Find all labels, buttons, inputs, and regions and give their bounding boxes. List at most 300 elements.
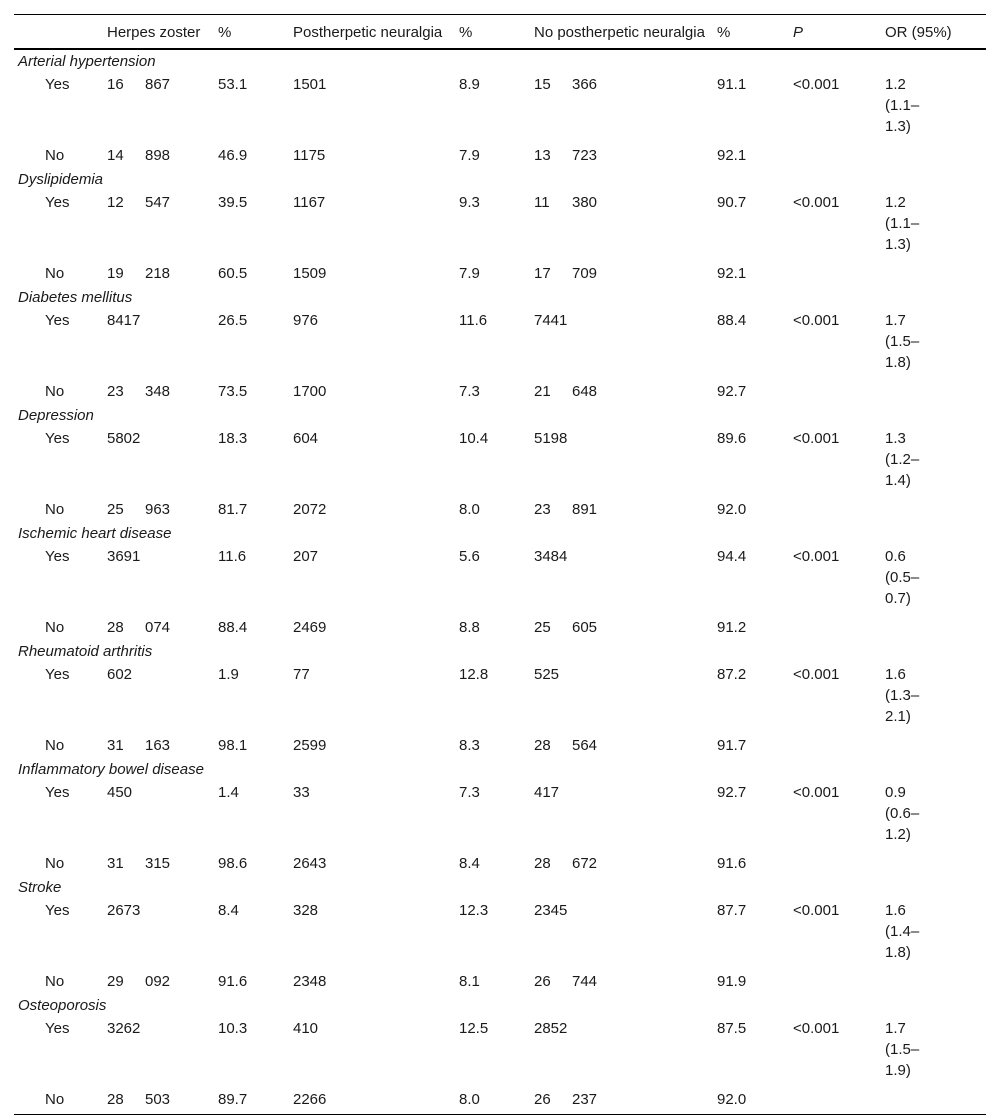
table-row	[14, 545, 986, 617]
level-cell	[14, 971, 103, 994]
number-part: 380	[572, 194, 598, 211]
phn-pct	[455, 735, 530, 758]
phn-count	[289, 191, 455, 263]
split-number	[534, 1089, 597, 1110]
column-header	[14, 15, 103, 50]
table-row	[14, 617, 986, 640]
count-cell	[530, 309, 713, 381]
table-row	[14, 381, 986, 404]
phn-count-value: 1175	[293, 147, 326, 164]
phn-count	[289, 545, 455, 617]
number-part: 2673	[107, 902, 141, 919]
herpes-zoster-pct-value: 1.9	[218, 666, 239, 683]
group-label: Diabetes mellitus	[18, 289, 133, 306]
odds-ratio-line: 1.3	[885, 430, 906, 447]
phn-count	[289, 499, 455, 522]
number-part: 29	[107, 973, 124, 990]
odds-ratio-cell	[881, 853, 986, 876]
table-row	[14, 735, 986, 758]
group-label: Stroke	[18, 879, 62, 896]
phn-count	[289, 309, 455, 381]
odds-ratio-line: 1.6	[885, 902, 906, 919]
no-phn-pct	[713, 899, 789, 971]
phn-pct-value: 9.3	[459, 194, 480, 211]
phn-count	[289, 427, 455, 499]
level-label: No	[45, 855, 65, 872]
level-cell	[14, 617, 103, 640]
count-cell	[103, 545, 214, 617]
count-cell	[530, 545, 713, 617]
group-row	[14, 522, 986, 545]
phn-count-value: 207	[293, 548, 319, 565]
phn-pct	[455, 381, 530, 404]
herpes-zoster-pct	[214, 309, 289, 381]
column-header-label: P	[793, 24, 804, 41]
number-part: 744	[572, 973, 598, 990]
no-phn-pct	[713, 191, 789, 263]
number-part: 16	[107, 76, 124, 93]
herpes-zoster-pct	[214, 735, 289, 758]
herpes-zoster-pct	[214, 1089, 289, 1115]
herpes-zoster-pct	[214, 545, 289, 617]
phn-pct-value: 12.5	[459, 1020, 489, 1037]
number-part: 13	[534, 147, 551, 164]
table-row	[14, 499, 986, 522]
no-phn-pct-value: 92.0	[717, 1091, 747, 1108]
group-label: Inflammatory bowel disease	[18, 761, 204, 778]
table-container	[14, 14, 986, 1115]
count-cell	[103, 1017, 214, 1089]
count-cell	[530, 735, 713, 758]
odds-ratio-line: 1.2	[885, 76, 906, 93]
level-label: Yes	[45, 902, 70, 919]
table-row	[14, 309, 986, 381]
split-number	[534, 499, 597, 520]
count-cell	[530, 853, 713, 876]
number-part: 19	[107, 265, 124, 282]
phn-count-value: 976	[293, 312, 319, 329]
p-value	[789, 1089, 881, 1115]
number-part: 17	[534, 265, 551, 282]
level-cell	[14, 781, 103, 853]
phn-pct-value: 7.9	[459, 147, 480, 164]
odds-ratio-line: 1.8)	[885, 354, 911, 371]
table-row	[14, 73, 986, 145]
group-label-cell	[14, 522, 986, 545]
group-row	[14, 286, 986, 309]
count-cell	[103, 309, 214, 381]
odds-ratio-line: (1.4–	[885, 923, 920, 940]
count-cell	[530, 191, 713, 263]
p-value	[789, 381, 881, 404]
count-cell	[530, 73, 713, 145]
no-phn-pct-value: 92.1	[717, 147, 747, 164]
p-value-value: <0.001	[793, 430, 840, 447]
number-part: 26	[534, 1091, 551, 1108]
odds-ratio-cell	[881, 191, 986, 263]
phn-pct	[455, 617, 530, 640]
p-value	[789, 545, 881, 617]
level-label: Yes	[45, 666, 70, 683]
number-part: 605	[572, 619, 598, 636]
column-header-label: %	[218, 24, 232, 41]
no-phn-pct-value: 92.0	[717, 501, 747, 518]
phn-count	[289, 73, 455, 145]
count-cell	[530, 1017, 713, 1089]
column-header	[214, 15, 289, 50]
odds-ratio-line: 0.7)	[885, 590, 911, 607]
count-cell	[530, 381, 713, 404]
no-phn-pct	[713, 545, 789, 617]
p-value	[789, 735, 881, 758]
number-part: 525	[534, 666, 560, 683]
count-cell	[103, 381, 214, 404]
table-row	[14, 899, 986, 971]
level-cell	[14, 545, 103, 617]
group-row	[14, 876, 986, 899]
phn-pct	[455, 191, 530, 263]
level-label: No	[45, 501, 65, 518]
number-part: 3262	[107, 1020, 141, 1037]
count-cell	[103, 427, 214, 499]
phn-count-value: 410	[293, 1020, 319, 1037]
number-part: 28	[534, 737, 551, 754]
level-cell	[14, 899, 103, 971]
split-number	[107, 192, 170, 213]
header-row	[14, 15, 986, 50]
odds-ratio-line: 0.6	[885, 548, 906, 565]
p-value	[789, 427, 881, 499]
count-cell	[530, 617, 713, 640]
phn-count-value: 604	[293, 430, 319, 447]
count-cell	[103, 663, 214, 735]
p-value	[789, 1017, 881, 1089]
herpes-zoster-pct	[214, 145, 289, 168]
p-value	[789, 309, 881, 381]
p-value-value: <0.001	[793, 902, 840, 919]
odds-ratio-line: 1.2)	[885, 826, 911, 843]
herpes-zoster-pct	[214, 73, 289, 145]
phn-pct	[455, 781, 530, 853]
count-cell	[530, 971, 713, 994]
herpes-zoster-pct	[214, 191, 289, 263]
level-label: Yes	[45, 312, 70, 329]
column-header	[881, 15, 986, 50]
phn-count-value: 1700	[293, 383, 327, 400]
no-phn-pct-value: 87.7	[717, 902, 747, 919]
comorbidity-table	[14, 14, 986, 1115]
odds-ratio-line: 1.4)	[885, 472, 911, 489]
no-phn-pct-value: 92.1	[717, 265, 747, 282]
p-value-value: <0.001	[793, 76, 840, 93]
phn-count	[289, 617, 455, 640]
herpes-zoster-pct-value: 46.9	[218, 147, 248, 164]
level-cell	[14, 663, 103, 735]
phn-pct	[455, 427, 530, 499]
level-label: Yes	[45, 430, 70, 447]
herpes-zoster-pct	[214, 427, 289, 499]
no-phn-pct	[713, 263, 789, 286]
herpes-zoster-pct-value: 73.5	[218, 383, 248, 400]
number-part: 8417	[107, 312, 141, 329]
phn-pct-value: 12.3	[459, 902, 489, 919]
p-value	[789, 499, 881, 522]
level-cell	[14, 853, 103, 876]
no-phn-pct-value: 88.4	[717, 312, 747, 329]
group-label: Osteoporosis	[18, 997, 107, 1014]
phn-pct	[455, 663, 530, 735]
phn-count-value: 33	[293, 784, 310, 801]
phn-pct-value: 8.0	[459, 501, 480, 518]
no-phn-pct	[713, 1017, 789, 1089]
group-label: Dyslipidemia	[18, 171, 104, 188]
level-cell	[14, 735, 103, 758]
number-part: 11	[534, 194, 550, 211]
no-phn-pct	[713, 781, 789, 853]
count-cell	[530, 899, 713, 971]
level-label: Yes	[45, 76, 70, 93]
group-label-cell	[14, 168, 986, 191]
phn-count	[289, 263, 455, 286]
number-part: 28	[534, 855, 551, 872]
phn-pct	[455, 73, 530, 145]
odds-ratio-cell	[881, 381, 986, 404]
split-number	[534, 971, 597, 992]
number-part: 092	[145, 973, 171, 990]
column-header-label: OR (95%)	[885, 24, 952, 41]
number-part: 450	[107, 784, 133, 801]
table-header	[14, 15, 986, 50]
odds-ratio-line: 0.9	[885, 784, 906, 801]
number-part: 3691	[107, 548, 141, 565]
level-cell	[14, 263, 103, 286]
group-label-cell	[14, 876, 986, 899]
level-cell	[14, 1017, 103, 1089]
table-row	[14, 1017, 986, 1089]
number-part: 14	[107, 147, 124, 164]
phn-pct-value: 5.6	[459, 548, 480, 565]
number-part: 15	[534, 76, 551, 93]
column-header-label: %	[717, 24, 731, 41]
odds-ratio-line: 1.7	[885, 1020, 906, 1037]
herpes-zoster-pct	[214, 381, 289, 404]
phn-pct	[455, 971, 530, 994]
p-value	[789, 781, 881, 853]
odds-ratio-line: 1.8)	[885, 944, 911, 961]
number-part: 21	[534, 383, 551, 400]
number-part: 5198	[534, 430, 568, 447]
group-label: Arterial hypertension	[18, 53, 156, 70]
group-label-cell	[14, 994, 986, 1017]
count-cell	[103, 499, 214, 522]
phn-pct	[455, 853, 530, 876]
number-part: 898	[145, 147, 171, 164]
phn-pct	[455, 545, 530, 617]
herpes-zoster-pct	[214, 853, 289, 876]
odds-ratio-line: (1.5–	[885, 333, 920, 350]
phn-count	[289, 1017, 455, 1089]
split-number	[534, 145, 597, 166]
count-cell	[103, 781, 214, 853]
count-cell	[103, 853, 214, 876]
herpes-zoster-pct-value: 10.3	[218, 1020, 248, 1037]
herpes-zoster-pct	[214, 971, 289, 994]
level-cell	[14, 499, 103, 522]
no-phn-pct-value: 91.1	[717, 76, 747, 93]
phn-count-value: 2072	[293, 501, 327, 518]
odds-ratio-line: 1.3)	[885, 236, 911, 253]
odds-ratio-cell	[881, 499, 986, 522]
table-row	[14, 145, 986, 168]
split-number	[107, 617, 170, 638]
split-number	[534, 853, 597, 874]
count-cell	[103, 899, 214, 971]
phn-count	[289, 781, 455, 853]
split-number	[107, 735, 170, 756]
count-cell	[103, 191, 214, 263]
herpes-zoster-pct-value: 98.1	[218, 737, 248, 754]
odds-ratio-line: (1.5–	[885, 1041, 920, 1058]
odds-ratio-line: 1.7	[885, 312, 906, 329]
split-number	[107, 263, 170, 284]
number-part: 163	[145, 737, 171, 754]
phn-count	[289, 971, 455, 994]
odds-ratio-cell	[881, 663, 986, 735]
phn-count-value: 1509	[293, 265, 327, 282]
level-label: Yes	[45, 548, 70, 565]
number-part: 28	[107, 1091, 124, 1108]
phn-pct-value: 12.8	[459, 666, 489, 683]
herpes-zoster-pct	[214, 263, 289, 286]
number-part: 31	[107, 855, 124, 872]
table-row	[14, 663, 986, 735]
table-row	[14, 1089, 986, 1115]
herpes-zoster-pct	[214, 499, 289, 522]
odds-ratio-cell	[881, 1089, 986, 1115]
herpes-zoster-pct	[214, 781, 289, 853]
no-phn-pct	[713, 853, 789, 876]
phn-pct-value: 10.4	[459, 430, 489, 447]
count-cell	[103, 73, 214, 145]
level-cell	[14, 1089, 103, 1115]
odds-ratio-line: (1.3–	[885, 687, 920, 704]
count-cell	[103, 1089, 214, 1115]
group-row	[14, 49, 986, 73]
phn-count-value: 77	[293, 666, 310, 683]
column-header-label: No postherpetic neuralgia	[534, 24, 705, 41]
number-part: 28	[107, 619, 124, 636]
phn-count	[289, 145, 455, 168]
no-phn-pct-value: 87.5	[717, 1020, 747, 1037]
count-cell	[530, 499, 713, 522]
p-value	[789, 73, 881, 145]
phn-count-value: 1167	[293, 194, 326, 211]
phn-pct	[455, 1089, 530, 1115]
phn-count-value: 328	[293, 902, 319, 919]
phn-pct-value: 11.6	[459, 312, 488, 329]
herpes-zoster-pct-value: 98.6	[218, 855, 248, 872]
number-part: 2852	[534, 1020, 568, 1037]
herpes-zoster-pct	[214, 663, 289, 735]
number-part: 2345	[534, 902, 568, 919]
number-part: 503	[145, 1091, 171, 1108]
phn-pct-value: 8.0	[459, 1091, 480, 1108]
group-row	[14, 404, 986, 427]
phn-pct-value: 8.1	[459, 973, 480, 990]
phn-count-value: 2643	[293, 855, 327, 872]
split-number	[534, 263, 597, 284]
herpes-zoster-pct	[214, 899, 289, 971]
count-cell	[530, 427, 713, 499]
level-cell	[14, 191, 103, 263]
column-header	[289, 15, 455, 50]
number-part: 23	[534, 501, 551, 518]
split-number	[107, 499, 170, 520]
p-value	[789, 853, 881, 876]
herpes-zoster-pct-value: 88.4	[218, 619, 248, 636]
odds-ratio-cell	[881, 971, 986, 994]
phn-pct	[455, 499, 530, 522]
no-phn-pct-value: 90.7	[717, 194, 747, 211]
level-label: No	[45, 147, 65, 164]
p-value-value: <0.001	[793, 312, 840, 329]
split-number	[107, 853, 170, 874]
split-number	[534, 381, 597, 402]
level-label: Yes	[45, 784, 70, 801]
no-phn-pct	[713, 427, 789, 499]
count-cell	[530, 781, 713, 853]
phn-pct	[455, 263, 530, 286]
no-phn-pct	[713, 735, 789, 758]
odds-ratio-line: (0.6–	[885, 805, 920, 822]
column-header	[713, 15, 789, 50]
odds-ratio-line: (0.5–	[885, 569, 920, 586]
phn-count	[289, 663, 455, 735]
phn-pct	[455, 309, 530, 381]
herpes-zoster-pct-value: 89.7	[218, 1091, 248, 1108]
herpes-zoster-pct-value: 8.4	[218, 902, 239, 919]
p-value-value: <0.001	[793, 1020, 840, 1037]
no-phn-pct	[713, 499, 789, 522]
no-phn-pct-value: 91.6	[717, 855, 747, 872]
column-header-label: Herpes zoster	[107, 24, 201, 41]
column-header	[789, 15, 881, 50]
number-part: 564	[572, 737, 598, 754]
phn-pct-value: 7.9	[459, 265, 480, 282]
odds-ratio-line: 2.1)	[885, 708, 911, 725]
split-number	[534, 74, 597, 95]
split-number	[107, 381, 170, 402]
column-header-label: Postherpetic neuralgia	[293, 24, 443, 41]
p-value	[789, 145, 881, 168]
level-label: No	[45, 383, 65, 400]
phn-count	[289, 899, 455, 971]
no-phn-pct	[713, 73, 789, 145]
split-number	[107, 971, 170, 992]
no-phn-pct	[713, 309, 789, 381]
group-label-cell	[14, 286, 986, 309]
phn-pct	[455, 145, 530, 168]
number-part: 547	[145, 194, 171, 211]
no-phn-pct-value: 94.4	[717, 548, 747, 565]
group-label: Depression	[18, 407, 94, 424]
group-label-cell	[14, 758, 986, 781]
phn-pct-value: 8.9	[459, 76, 480, 93]
number-part: 218	[145, 265, 171, 282]
group-row	[14, 640, 986, 663]
count-cell	[103, 145, 214, 168]
split-number	[534, 735, 597, 756]
